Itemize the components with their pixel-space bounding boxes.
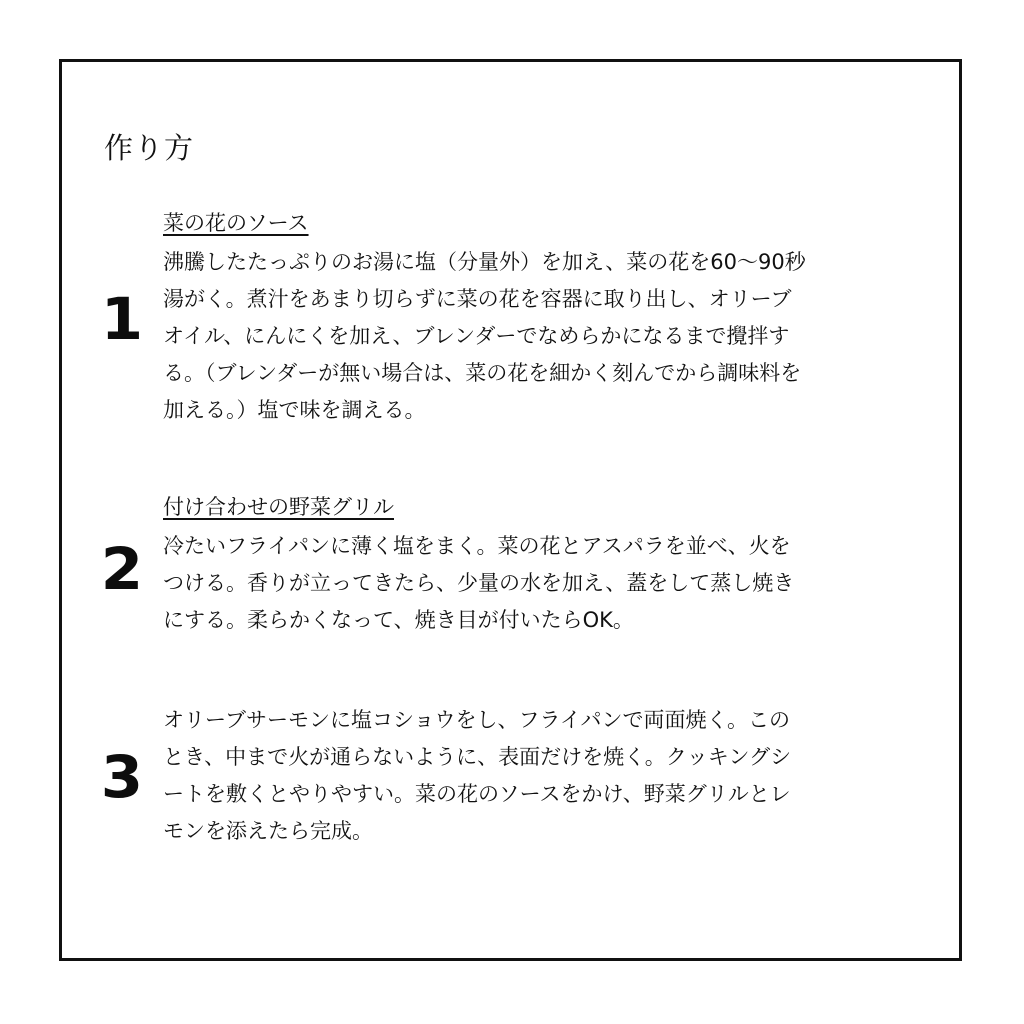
step-text-line: オイル、にんにくを加え、ブレンダーでなめらかになるまで攪拌す xyxy=(163,324,790,348)
page-title: 作り方 xyxy=(104,131,195,165)
step-number: 2 xyxy=(100,535,144,603)
step-text-line: 加える。）塩で味を調える。 xyxy=(163,398,426,422)
step-body xyxy=(163,492,905,639)
step-body xyxy=(163,702,905,850)
step-text-line: モンを添えたら完成。 xyxy=(163,819,373,843)
step-number: 1 xyxy=(100,285,144,353)
step-number: 3 xyxy=(100,743,144,811)
step-text-line: にする。柔らかくなって、焼き目が付いたらOK。 xyxy=(163,608,634,632)
step-body xyxy=(163,208,905,429)
step-text-line: 沸騰したたっぷりのお湯に塩（分量外）を加え、菜の花を60〜90秒 xyxy=(163,250,806,274)
step-text-line: 湯がく。煮汁をあまり切らずに菜の花を容器に取り出し、オリーブ xyxy=(163,287,792,311)
step-text-line: つける。香りが立ってきたら、少量の水を加え、蓋をして蒸し焼き xyxy=(163,571,795,595)
step-subtitle: 菜の花のソース xyxy=(163,211,309,235)
step-text-line: ートを敷くとやりやすい。菜の花のソースをかけ、野菜グリルとレ xyxy=(163,782,791,806)
step-text-line: オリーブサーモンに塩コショウをし、フライパンで両面焼く。この xyxy=(163,708,791,732)
step-text-line: 冷たいフライパンに薄く塩をまく。菜の花とアスパラを並べ、火を xyxy=(163,534,791,558)
step-text-line: る。（ブレンダーが無い場合は、菜の花を細かく刻んでから調味料を xyxy=(163,361,802,385)
step-subtitle: 付け合わせの野菜グリル xyxy=(163,495,394,519)
step-text-line: とき、中まで火が通らないように、表面だけを焼く。クッキングシ xyxy=(163,745,792,769)
